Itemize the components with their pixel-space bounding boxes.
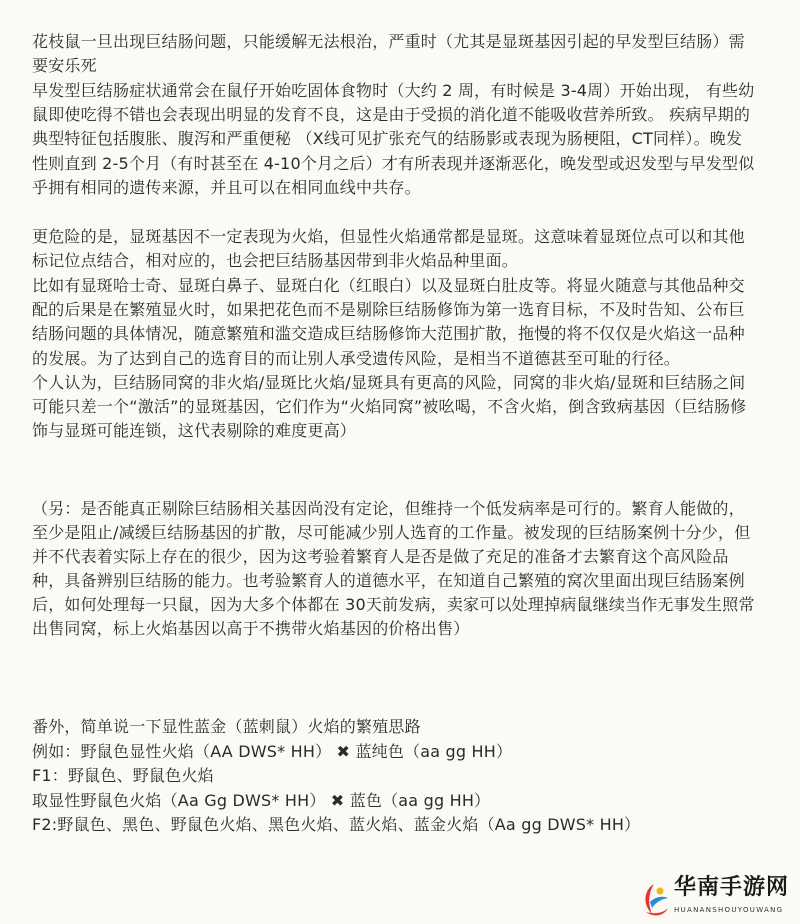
- text-line: 结肠问题的具体情况，随意繁殖和滥交造成巨结肠修饰大范围扩散，拖慢的将不仅仅是火焰这一品种: [32, 324, 745, 344]
- text-line: 个人认为，巨结肠同窝的非火焰/显斑比火焰/显斑具有更高的风险，同窝的非火焰/显斑和巨结肠之间: [32, 372, 746, 392]
- text-line: F2:野鼠色、黑色、野鼠色火焰、黑色火焰、蓝火焰、蓝金火焰（Aa gg DWS* HH）: [32, 815, 641, 834]
- text-line: 至少是阻止/减缓巨结肠基因的扩散，尽可能减少别人选育的工作量。被发现的巨结肠案例十分少，但: [32, 523, 751, 542]
- text-line: 标记位点结合，相对应的，也会把巨结肠基因带到非火焰品种里面。: [32, 251, 519, 271]
- text-line: 例如：野鼠色显性火焰（AA DWS* HH） ✖ 蓝纯色（aa gg HH）: [32, 741, 513, 761]
- text-line: 更危险的是，显斑基因不一定表现为火焰，但显性火焰通常都是显斑。这意味着显斑位点可以和其他: [32, 227, 745, 246]
- text-line: 种，具备辨别巨结肠的能力。也考验繁育人的道德水平，在知道自己繁殖的窝次里面出现巨结肠案例: [32, 571, 745, 590]
- text-line: 配的后果是在繁殖显火时，如果把花色而不是剔除巨结肠修饰为第一选育目标，不及时告知、公布巨: [32, 299, 745, 319]
- text-line: 性则直到 2-5个月（有时甚至在 4-10个月之后）才有所表现并逐渐恶化，晚发型或迟发型与早发型似: [32, 153, 755, 173]
- text-line: 取显性野鼠色火焰（Aa Gg DWS* HH） ✖ 蓝色（aa gg HH）: [32, 790, 491, 810]
- text-line: 乎拥有相同的遗传来源，并且可以在相同血线中共存。: [32, 177, 421, 197]
- text-line: 要安乐死: [32, 56, 97, 76]
- watermark-logo: [638, 876, 798, 924]
- logo-name: 华南手游网: [674, 875, 790, 900]
- logo-subtitle: HUANANSHOUYOUWANG: [674, 906, 784, 914]
- text-line: 鼠即使吃得不错也会表现出明显的发育不良，这是由于受损的消化道不能吸收营养所致。 疾病早期的: [32, 104, 751, 124]
- text-line: 的发展。为了达到自己的选育目的而让别人承受遗传风险，是相当不道德甚至可耻的行径。: [32, 348, 681, 368]
- text-line: 可能只差一个“激活”的显斑基因，它们作为“火焰同窝”被吆喝，不含火焰，倒含致病基因（巨结肠修: [32, 397, 747, 417]
- text-line: 花枝鼠一旦出现巨结肠问题，只能缓解无法根治，严重时（尤其是显斑基因引起的早发型巨结肠）需: [32, 32, 745, 51]
- text-line: 比如有显斑哈士奇、显斑白鼻子、显斑白化（红眼白）以及显斑白肚皮等。将显火随意与其他品种交: [32, 275, 745, 295]
- text-line: 后，如何处理每一只鼠，因为大多个体都在 30天前发病，卖家可以处理掉病鼠继续当作无事发生照常: [32, 595, 755, 614]
- text-line: 并不代表着实际上存在的很少，因为这考验着繁育人是否是做了充足的准备才去繁育这个高风险品: [32, 547, 729, 566]
- text-line: 典型特征包括腹胀、腹泻和严重便秘 （X线可见扩张充气的结肠影或表现为肠梗阻，CT同样）。晚发: [32, 129, 743, 149]
- logo-icon: [640, 882, 670, 918]
- text-line: 番外，简单说一下显性蓝金（蓝刺鼠）火焰的繁殖思路: [32, 717, 421, 736]
- text-line: 出售同窝，标上火焰基因以高于不携带火焰基因的价格出售）: [32, 619, 470, 638]
- text-line: F1：野鼠色、野鼠色火焰: [32, 766, 214, 785]
- text-line: （另：是否能真正剔除巨结肠相关基因尚没有定论，但维持一个低发病率是可行的。繁育人能做的，: [32, 499, 745, 518]
- text-line: 早发型巨结肠症状通常会在鼠仔开始吃固体食物时（大约 2 周，有时候是 3-4周）开始出现， 有些幼: [32, 80, 755, 100]
- text-line: 饰与显斑可能连锁，这代表剔除的难度更高）: [32, 421, 357, 441]
